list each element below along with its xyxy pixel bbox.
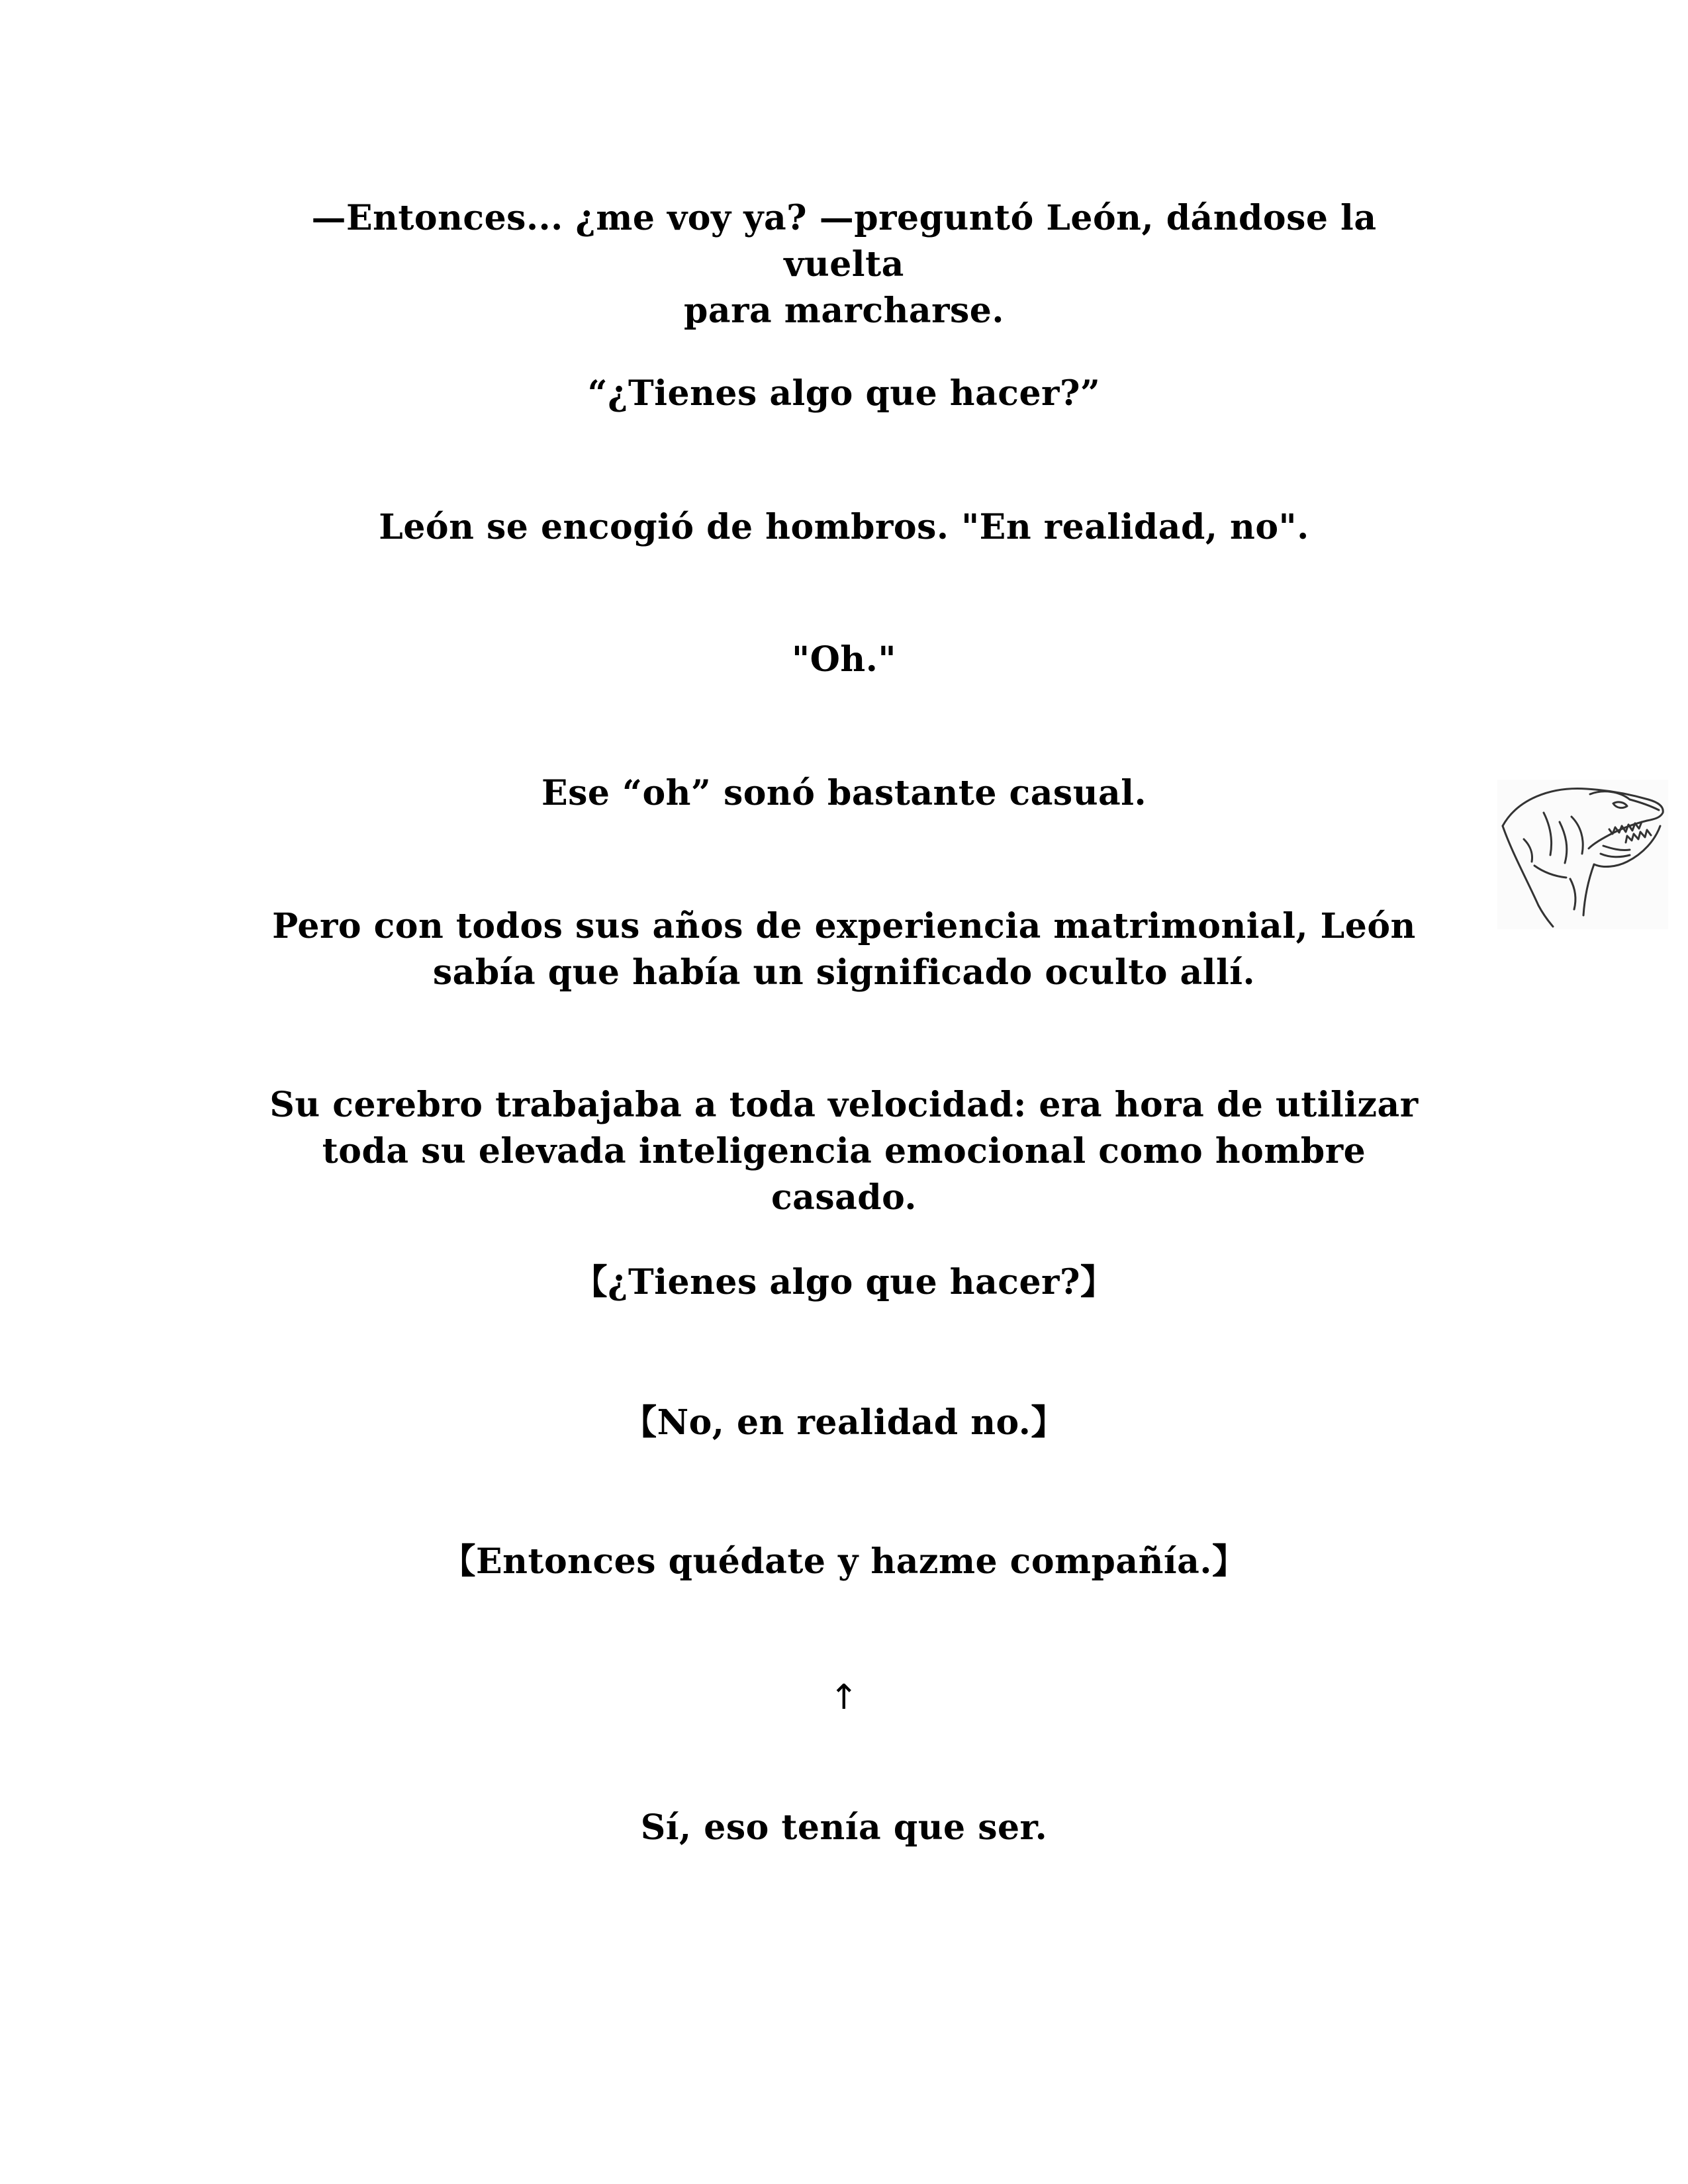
paragraph-12-line-1: Sí, eso tenía que ser. [640, 1807, 1048, 1848]
paragraph-3-line-1: León se encogió de hombros. "En realidad, no". [379, 507, 1309, 547]
paragraph-8-line-1: 【¿Tienes algo que hacer?】 [573, 1262, 1115, 1302]
paragraph-10 [248, 1539, 1440, 1585]
paragraph-12 [248, 1805, 1440, 1851]
paragraph-6-line-1: Pero con todos sus años de experiencia matrimonial, León [272, 906, 1416, 946]
paragraph-9 [248, 1400, 1440, 1446]
paragraph-1 [248, 195, 1440, 334]
paragraph-8 [248, 1259, 1440, 1306]
paragraph-3 [248, 504, 1440, 551]
paragraph-9-line-1: 【No, en realidad no.】 [622, 1402, 1066, 1443]
paragraph-2 [248, 371, 1440, 417]
paragraph-6 [248, 903, 1440, 996]
paragraph-5 [248, 770, 1440, 817]
paragraph-5-line-1: Ese “oh” sonó bastante casual. [541, 773, 1147, 813]
paragraph-7 [248, 1082, 1440, 1221]
paragraph-10-line-1: 【Entonces quédate y hazme compañía.】 [441, 1541, 1247, 1582]
paragraph-6-line-2: sabía que había un significado oculto allí. [432, 952, 1256, 993]
paragraph-4-line-1: "Oh." [792, 639, 896, 680]
paragraph-4 [248, 637, 1440, 683]
paragraph-1-line-2: para marcharse. [684, 291, 1004, 331]
paragraph-7-line-2: toda su elevada inteligencia emocional como hombre casado. [322, 1131, 1366, 1218]
paragraph-11-line-1: ↑ [829, 1678, 859, 1717]
paragraph-1-line-1: —Entonces... ¿me voy ya? —preguntó León, dándose la vuelta [311, 198, 1377, 285]
paragraph-7-line-1: Su cerebro trabajaba a toda velocidad: era hora de utilizar [269, 1085, 1419, 1125]
up-arrow-icon [248, 1674, 1440, 1721]
dinosaur-head-sketch-icon [1497, 780, 1668, 929]
paragraph-2-line-1: “¿Tienes algo que hacer?” [587, 373, 1101, 414]
